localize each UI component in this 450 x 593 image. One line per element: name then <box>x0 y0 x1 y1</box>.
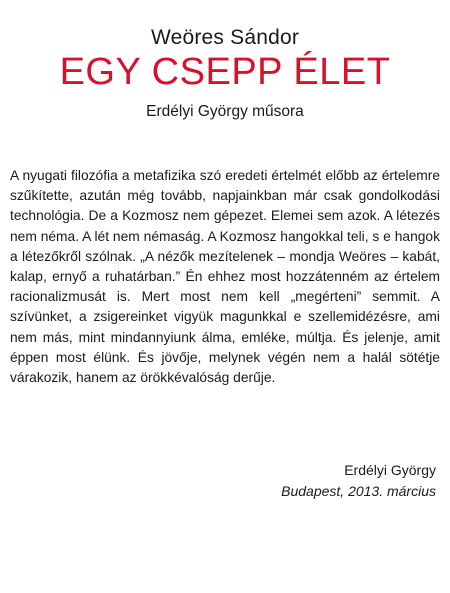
body-paragraph: A nyugati filozófia a metafizika szó eredeti értelmét előbb az értelemre szűkítette, azután még tovább, napjainkban már csak gondolkodási technológia. De a Kozmosz nem gépezet. Elemei sem azok. A létezés nem néma. A lét nem némaság. A Kozmosz hangokkal teli, s e hangok a létezőkről szólnak. „A nézők mezítelenek – mondja Weöres – kabát, kalap, ernyő a ruhatárban.” Én ehhez most hozzátenném az értelem racionalizmusát is. Mert most nem kell „megérteni” semmit. A szívünket, a zsigereinket vigyük magunkkal e szellemidézésre, ami nem más, mint mindannyiunk álma, emléke, múltja. És jelenje, amit éppen most élünk. És jövője, melynek végén nem a halál sötétje várakozik, hanem az örökkévalóság derűje. <box>10 168 440 386</box>
signature-name: Erdélyi György <box>344 462 436 478</box>
signature-place-date: Budapest, 2013. március <box>281 483 436 499</box>
signature-block <box>136 460 436 502</box>
author-name: Weöres Sándor <box>150 26 300 49</box>
subtitle: Erdélyi György műsora <box>146 103 304 120</box>
page-title: EGY CSEPP ÉLET <box>59 51 391 93</box>
